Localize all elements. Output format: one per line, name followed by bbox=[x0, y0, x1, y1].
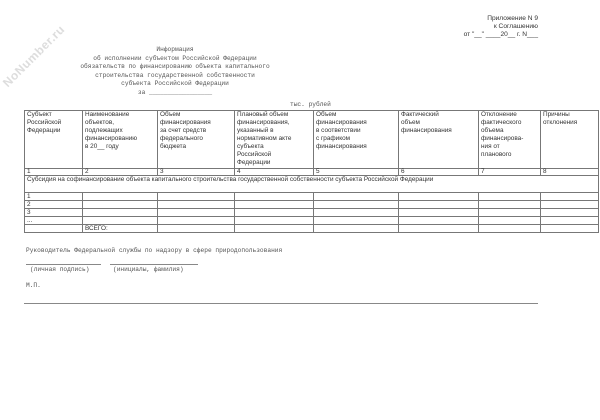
column-number: 3 bbox=[158, 169, 235, 176]
table-cell bbox=[158, 225, 235, 233]
table-cell bbox=[158, 201, 235, 209]
table-cell bbox=[479, 201, 541, 209]
table-row bbox=[25, 217, 599, 225]
table-cell bbox=[541, 225, 599, 233]
column-header: Объем финансирования за счет средств федерального бюджета bbox=[158, 111, 235, 169]
table-cell bbox=[541, 193, 599, 201]
column-header: Объем финансирования в соответствии с графиком финансирования bbox=[314, 111, 399, 169]
table-row bbox=[25, 169, 599, 176]
section-row: Субсидия на софинансирование объекта капитального строительства государственной собственности субъекта Российской Федерации bbox=[25, 176, 599, 193]
column-number: 2 bbox=[83, 169, 158, 176]
table-cell bbox=[314, 201, 399, 209]
table-cell bbox=[314, 225, 399, 233]
table-cell bbox=[479, 193, 541, 201]
column-header: Плановый объем финансирования, указанный в нормативном акте субъекта Российской Федерации bbox=[235, 111, 314, 169]
title-line: Информация bbox=[156, 46, 194, 53]
table-row bbox=[25, 225, 599, 233]
table-cell bbox=[235, 225, 314, 233]
table-cell bbox=[399, 217, 479, 225]
units-label: тыс. рублей bbox=[290, 101, 331, 108]
row-number: 2 bbox=[25, 201, 83, 209]
title-line: субъекта Российской Федерации bbox=[121, 80, 229, 88]
title-line: за _________________ bbox=[137, 88, 213, 96]
column-number: 7 bbox=[479, 169, 541, 176]
column-number: 6 bbox=[399, 169, 479, 176]
table-cell bbox=[479, 209, 541, 217]
appendix-date: от "__" ____20__ г. N___ bbox=[463, 31, 538, 38]
stamp-label: М.П. bbox=[26, 282, 41, 289]
column-header: Фактический объем финансирования bbox=[399, 111, 479, 169]
table-cell bbox=[541, 201, 599, 209]
table-cell bbox=[235, 209, 314, 217]
column-number: 1 bbox=[25, 169, 83, 176]
title-line: строительства государственной собственности bbox=[95, 71, 255, 79]
table-cell bbox=[83, 201, 158, 209]
appendix-header bbox=[464, 15, 538, 39]
column-header: Отклонение фактического объема финансирова- ния от планового bbox=[479, 111, 541, 169]
table-cell bbox=[479, 225, 541, 233]
table-cell bbox=[235, 201, 314, 209]
document-title bbox=[50, 46, 300, 98]
column-number: 8 bbox=[541, 169, 599, 176]
table-cell bbox=[158, 209, 235, 217]
table-row bbox=[25, 193, 599, 201]
table-cell bbox=[235, 193, 314, 201]
table-cell bbox=[25, 225, 83, 233]
table-cell bbox=[314, 217, 399, 225]
row-number: 3 bbox=[25, 209, 83, 217]
table-row bbox=[25, 209, 599, 217]
column-number: 5 bbox=[314, 169, 399, 176]
table-row bbox=[25, 111, 599, 169]
table-cell bbox=[314, 209, 399, 217]
table-cell bbox=[83, 209, 158, 217]
table-cell bbox=[479, 217, 541, 225]
table-cell bbox=[83, 193, 158, 201]
financing-table bbox=[24, 110, 599, 233]
table-cell bbox=[158, 217, 235, 225]
table-cell bbox=[235, 217, 314, 225]
column-header: Причины отклонения bbox=[541, 111, 599, 169]
title-line: обязательств по финансированию объекта капитального bbox=[80, 63, 270, 71]
column-header: Субъект Российской Федерации bbox=[25, 111, 83, 169]
row-number: ... bbox=[25, 217, 83, 225]
appendix-agreement: к Соглашению bbox=[493, 23, 538, 30]
table-cell bbox=[541, 217, 599, 225]
table-cell bbox=[399, 193, 479, 201]
table-cell bbox=[541, 209, 599, 217]
signature-label: (личная подпись) bbox=[30, 266, 90, 273]
column-number: 4 bbox=[235, 169, 314, 176]
appendix-number: Приложение N 9 bbox=[487, 15, 538, 22]
row-number: 1 bbox=[25, 193, 83, 201]
name-label: (инициалы, фамилия) bbox=[113, 266, 184, 273]
table-cell bbox=[399, 209, 479, 217]
table-cell bbox=[158, 193, 235, 201]
column-header: Наименование объектов, подлежащих финансированию в 20__ году bbox=[83, 111, 158, 169]
table-row bbox=[25, 201, 599, 209]
table-row bbox=[25, 176, 599, 193]
title-line: об исполнении субъектом Российской Федерации bbox=[93, 54, 257, 62]
signatory-position: Руководитель Федеральной службы по надзору в сфере природопользования bbox=[26, 247, 283, 254]
table-cell bbox=[399, 201, 479, 209]
table-cell bbox=[314, 193, 399, 201]
table-cell bbox=[399, 225, 479, 233]
total-label: ВСЕГО: bbox=[83, 225, 158, 233]
watermark: NoNumber.ru bbox=[0, 22, 68, 90]
table-cell bbox=[83, 217, 158, 225]
